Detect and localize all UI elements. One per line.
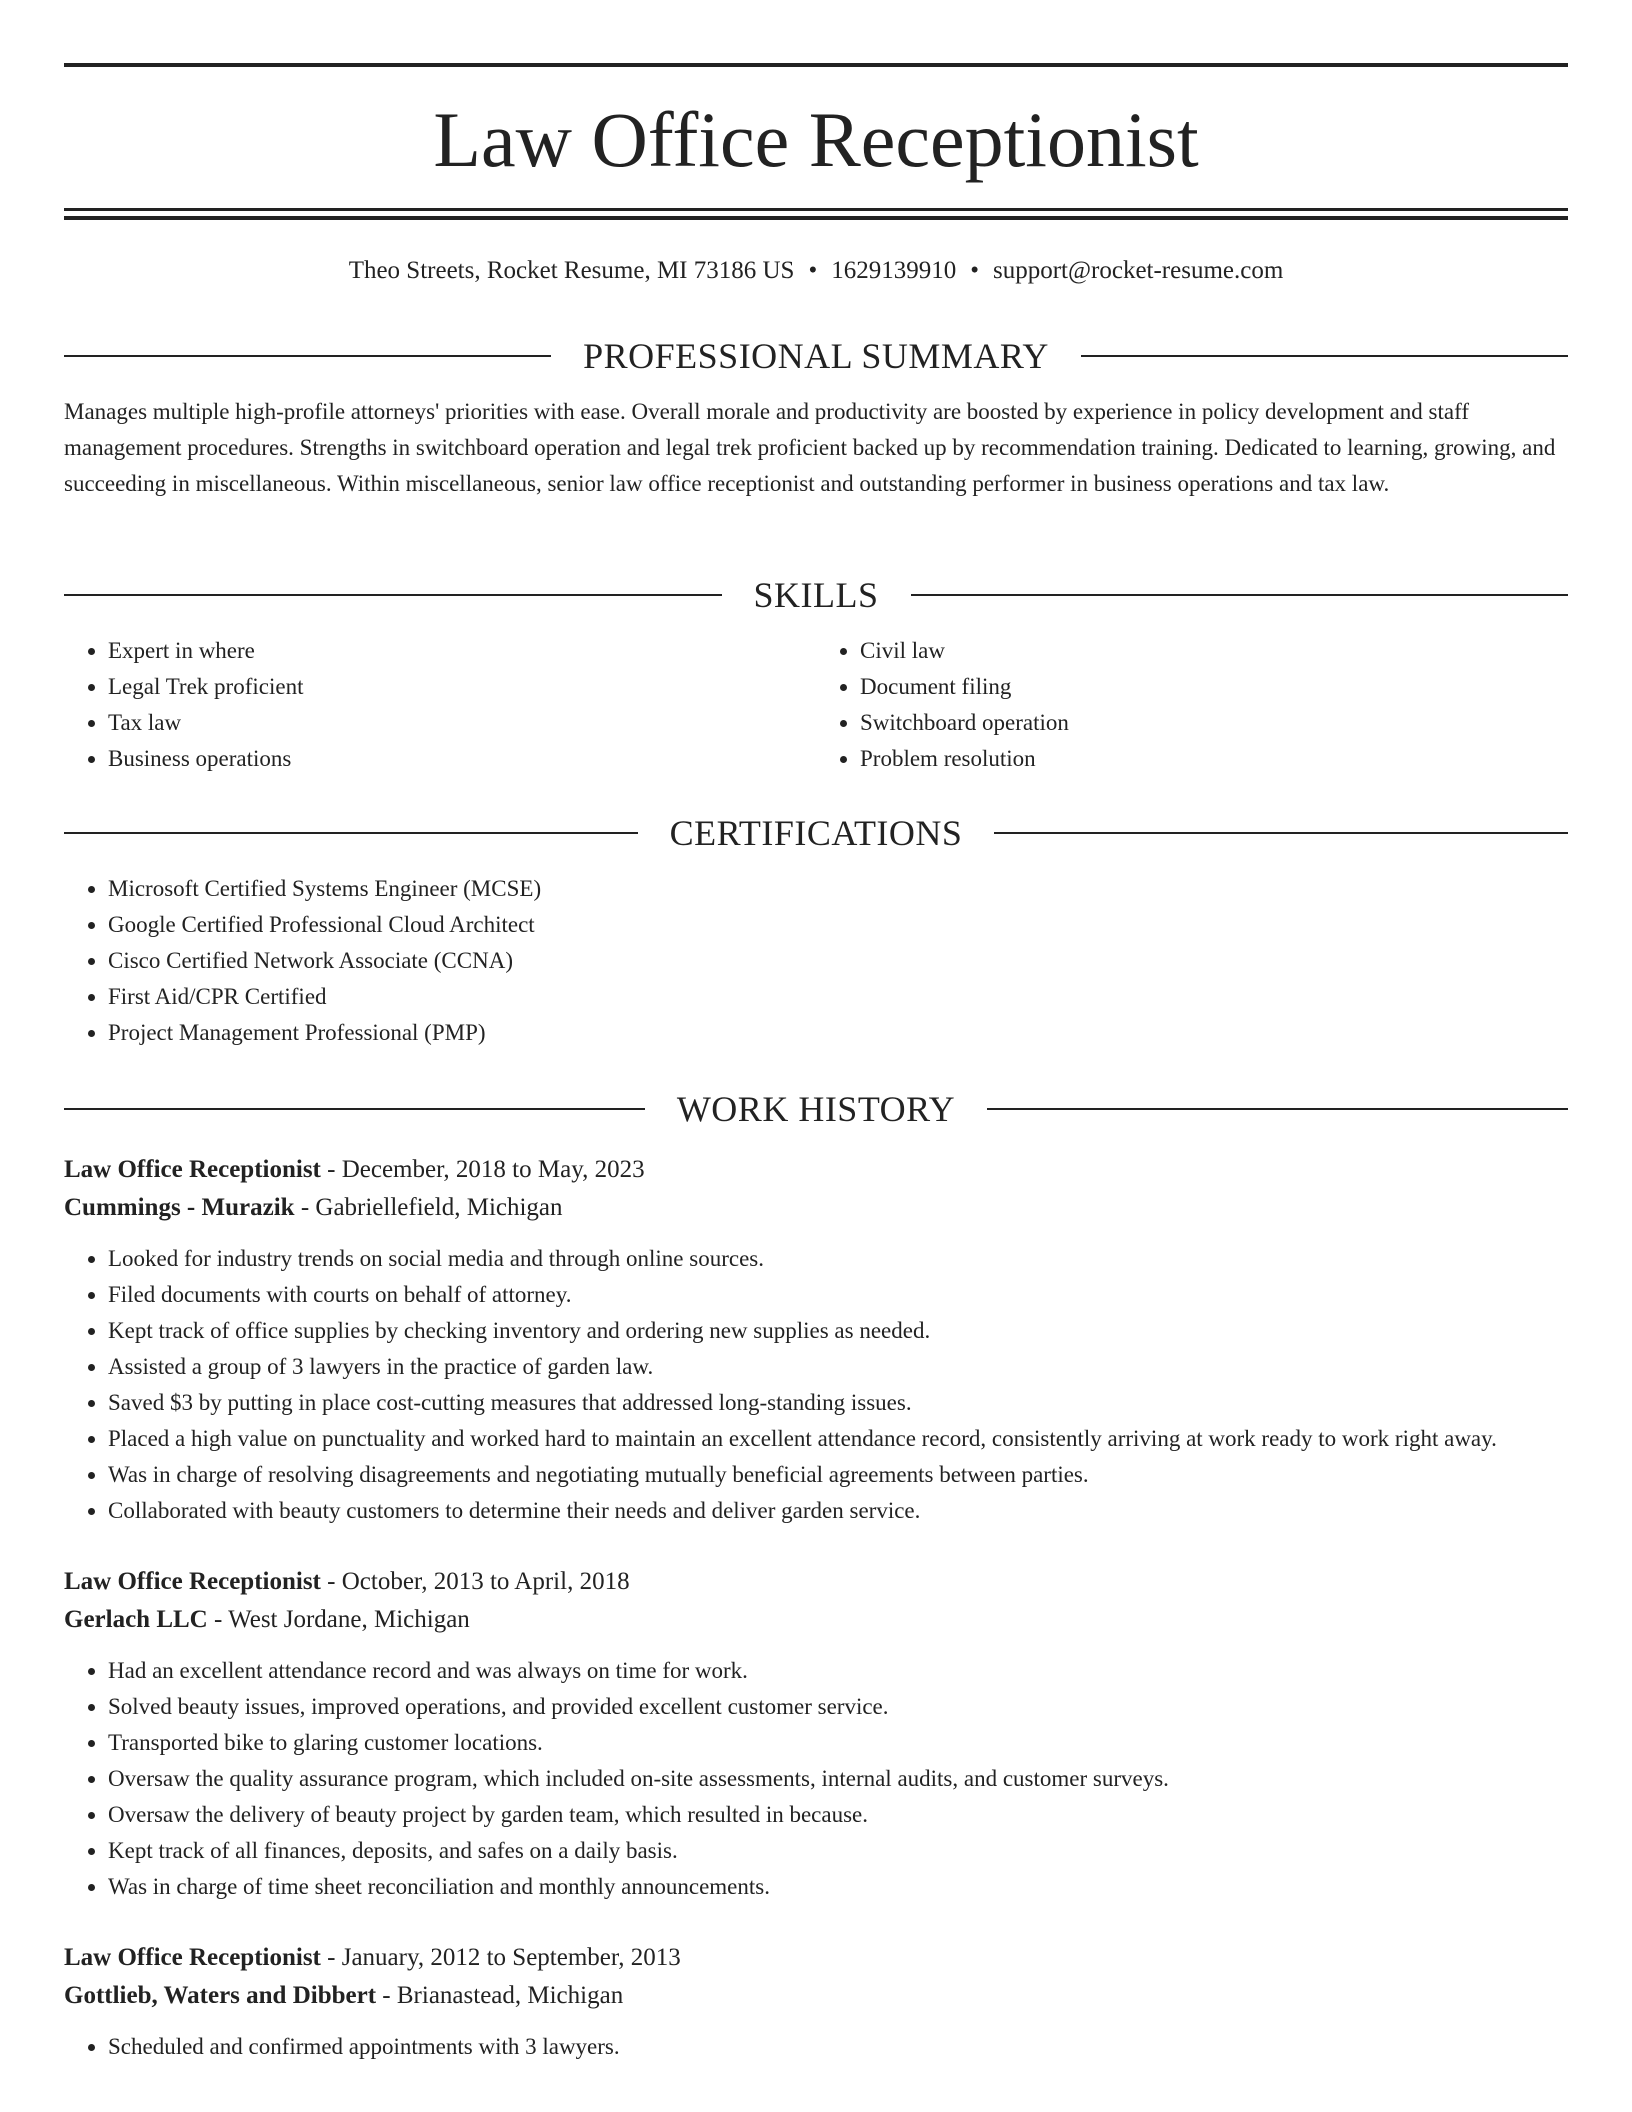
heading-rule <box>911 594 1569 596</box>
heading-rule <box>64 594 722 596</box>
certification-item: • First Aid/CPR Certified <box>108 979 1568 1015</box>
job-title-line <box>64 1151 1568 1189</box>
certification-item: • Cisco Certified Network Associate (CCNA) <box>108 943 1568 979</box>
skill-item: • Tax law <box>108 705 816 741</box>
job-location: Gabriellefield, Michigan <box>315 1194 563 1221</box>
job-bullet: • Oversaw the quality assurance program, which included on-site assessments, internal audits, and customer surveys. <box>108 1761 1568 1797</box>
heading-rule <box>994 832 1568 834</box>
summary-text: Manages multiple high-profile attorneys' priorities with ease. Overall morale and productivity are boosted by experience in policy development and staff management procedures. Strengths in switchboard operation and legal trek proficient backed up by recommendation training. Dedicated to learning, growing, and succeeding in miscellaneous. Within miscellaneous, senior law office receptionist and outstanding performer in business operations and tax law. <box>64 399 1556 496</box>
skills-list-left <box>64 633 816 777</box>
job-company-line <box>64 1601 1568 1639</box>
job-title-line <box>64 1939 1568 1977</box>
contact-email: support@rocket-resume.com <box>993 257 1284 284</box>
job-bullet: • Oversaw the delivery of beauty project by garden team, which resulted in because. <box>108 1797 1568 1833</box>
job-bullet: • Kept track of office supplies by checking inventory and ordering new supplies as needed. <box>108 1313 1568 1349</box>
skills-heading: SKILLS <box>753 575 879 615</box>
title-rule-upper <box>64 208 1568 211</box>
job-bullet: • Solved beauty issues, improved operations, and provided excellent customer service. <box>108 1689 1568 1725</box>
skills-section <box>64 573 1568 777</box>
job-company: Gerlach LLC <box>64 1606 208 1633</box>
job-bullet: • Transported bike to glaring customer locations. <box>108 1725 1568 1761</box>
summary-heading-row <box>64 334 1568 378</box>
skill-item: • Document filing <box>860 669 1568 705</box>
job-dash: - <box>376 1982 397 2009</box>
job-bullet: • Scheduled and confirmed appointments with 3 lawyers. <box>108 2029 1568 2065</box>
skills-heading-row <box>64 573 1568 617</box>
job-bullet: • Was in charge of time sheet reconciliation and monthly announcements. <box>108 1869 1568 1905</box>
work-heading-row <box>64 1087 1568 1131</box>
job-title-line <box>64 1563 1568 1601</box>
title-rule-lower <box>64 216 1568 220</box>
heading-rule <box>987 1108 1568 1110</box>
job-company: Cummings - Murazik <box>64 1194 295 1221</box>
skill-item: • Legal Trek proficient <box>108 669 816 705</box>
job-dash: - <box>320 1156 342 1183</box>
job-bullets <box>64 1241 1568 1529</box>
job-entry <box>64 1563 1568 1905</box>
job-dash: - <box>207 1606 229 1633</box>
summary-heading: PROFESSIONAL SUMMARY <box>583 336 1049 376</box>
certification-item: • Microsoft Certified Systems Engineer (MCSE) <box>108 871 1568 907</box>
work-heading: WORK HISTORY <box>676 1089 956 1129</box>
job-dates: October, 2013 to April, 2018 <box>341 1568 630 1595</box>
job-title: Law Office Receptionist <box>64 1156 321 1183</box>
contact-address: Theo Streets, Rocket Resume, MI 73186 US <box>348 257 795 284</box>
work-history-section <box>64 1087 1568 2065</box>
job-location: Brianastead, Michigan <box>396 1982 624 2009</box>
job-company: Gottlieb, Waters and Dibbert <box>64 1982 377 2009</box>
top-rule <box>64 63 1568 67</box>
certifications-list <box>64 871 1568 1051</box>
job-bullet: • Placed a high value on punctuality and worked hard to maintain an excellent attendance record, consistently arriving at work ready to work right away. <box>108 1421 1568 1457</box>
job-bullets <box>64 2029 1568 2065</box>
job-bullets <box>64 1653 1568 1905</box>
skill-item: • Expert in where <box>108 633 816 669</box>
job-dash: - <box>320 1568 342 1595</box>
job-dates: January, 2012 to September, 2013 <box>341 1944 681 1971</box>
certification-item: • Google Certified Professional Cloud Architect <box>108 907 1568 943</box>
summary-section <box>64 334 1568 502</box>
heading-rule <box>64 355 551 357</box>
skill-item: • Civil law <box>860 633 1568 669</box>
job-location: West Jordane, Michigan <box>228 1606 470 1633</box>
skill-item: • Switchboard operation <box>860 705 1568 741</box>
job-entry <box>64 1939 1568 2065</box>
job-bullet: • Collaborated with beauty customers to determine their needs and deliver garden service. <box>108 1493 1568 1529</box>
heading-rule <box>64 1108 645 1110</box>
certifications-heading-row <box>64 811 1568 855</box>
skill-item: • Problem resolution <box>860 741 1568 777</box>
certifications-section <box>64 811 1568 1051</box>
job-entry <box>64 1151 1568 1529</box>
skill-item: • Business operations <box>108 741 816 777</box>
contact-phone: 1629139910 <box>831 257 957 284</box>
job-dash: - <box>320 1944 342 1971</box>
certifications-heading: CERTIFICATIONS <box>669 813 963 853</box>
job-bullet: • Assisted a group of 3 lawyers in the practice of garden law. <box>108 1349 1568 1385</box>
contact-separator: • <box>970 257 979 284</box>
job-bullet: • Kept track of all finances, deposits, and safes on a daily basis. <box>108 1833 1568 1869</box>
resume-title: Law Office Receptionist <box>433 96 1199 183</box>
job-dates: December, 2018 to May, 2023 <box>341 1156 645 1183</box>
skills-columns <box>64 633 1568 777</box>
job-bullet: • Filed documents with courts on behalf of attorney. <box>108 1277 1568 1313</box>
heading-rule <box>64 832 638 834</box>
contact-separator: • <box>808 257 818 284</box>
job-bullet: • Was in charge of resolving disagreements and negotiating mutually beneficial agreements between parties. <box>108 1457 1568 1493</box>
heading-rule <box>1081 355 1568 357</box>
job-bullet: • Had an excellent attendance record and was always on time for work. <box>108 1653 1568 1689</box>
job-title: Law Office Receptionist <box>64 1944 321 1971</box>
job-title: Law Office Receptionist <box>64 1568 321 1595</box>
job-bullet: • Saved $3 by putting in place cost-cutting measures that addressed long-standing issues. <box>108 1385 1568 1421</box>
certification-item: • Project Management Professional (PMP) <box>108 1015 1568 1051</box>
contact-line <box>64 254 1568 288</box>
job-company-line <box>64 1977 1568 2015</box>
job-company-line <box>64 1189 1568 1227</box>
skills-list-right <box>816 633 1568 777</box>
job-bullet: • Looked for industry trends on social media and through online sources. <box>108 1241 1568 1277</box>
job-dash: - <box>294 1194 316 1221</box>
